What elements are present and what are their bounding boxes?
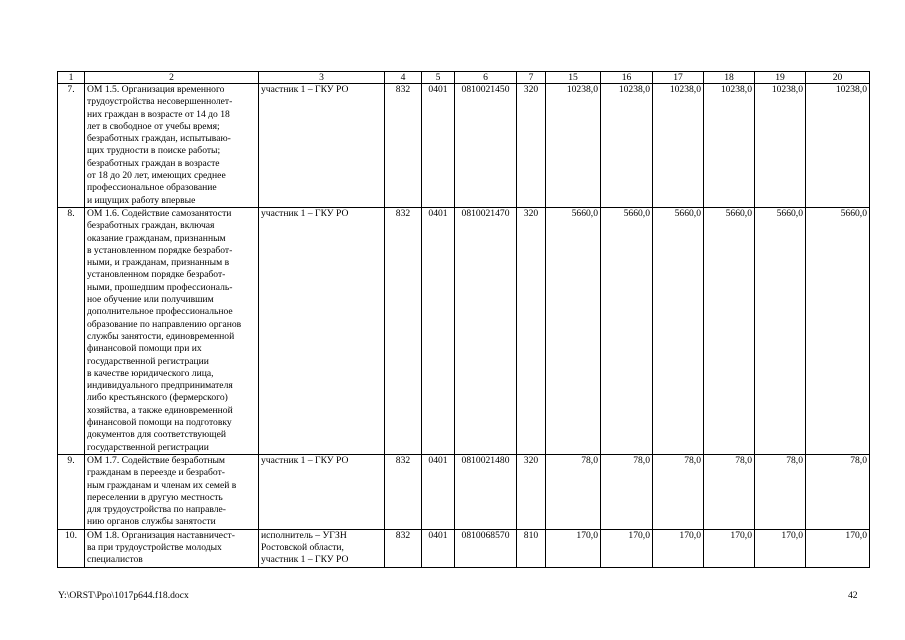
- vr-code: 320: [517, 207, 546, 454]
- rzpr-code: 0401: [422, 454, 455, 529]
- executor-line: участник 1 – ГКУ РО: [261, 207, 349, 219]
- amount-cell: 10238,0: [704, 84, 755, 208]
- event-name-line: ОМ 1.8. Организация наставничест-: [87, 529, 235, 541]
- column-number: 5: [422, 72, 455, 84]
- event-name-line: индивидуального предпринимателя: [87, 380, 233, 392]
- executor: [259, 529, 385, 567]
- event-name-line: нию органов службы занятости: [87, 516, 216, 528]
- event-name-line: для трудоустройства по направле-: [87, 504, 226, 516]
- amount-cell: 5660,0: [546, 207, 601, 454]
- csr-code: 0810021450: [455, 84, 517, 208]
- event-name-line: в установленном порядке безработ-: [87, 244, 233, 256]
- event-name-line: ОМ 1.7. Содействие безработным: [87, 454, 225, 466]
- column-number: 1: [58, 72, 85, 84]
- amount-cell: 78,0: [806, 454, 870, 529]
- executor-line: Ростовской области,: [261, 541, 344, 553]
- event-name-line: них граждан в возрасте от 14 до 18: [87, 108, 230, 120]
- event-name-line: ными, прошедшим профессиональ-: [87, 281, 233, 293]
- event-name-line: ным гражданам и членам их семей в: [87, 479, 237, 491]
- amount-cell: 78,0: [755, 454, 806, 529]
- event-name-line: ва при трудоустройстве молодых: [87, 541, 222, 553]
- executor-line: исполнитель – УГЗН: [261, 529, 347, 541]
- column-number: 15: [546, 72, 601, 84]
- csr-code: 0810068570: [455, 529, 517, 567]
- amount-cell: 10238,0: [653, 84, 704, 208]
- event-name-line: ОМ 1.5. Организация временного: [87, 84, 225, 95]
- amount-cell: 5660,0: [601, 207, 653, 454]
- amount-cell: 170,0: [704, 529, 755, 567]
- executor-line: участник 1 – ГКУ РО: [261, 454, 349, 466]
- rzpr-code: 0401: [422, 207, 455, 454]
- row-number: 10.: [58, 529, 85, 567]
- event-name-line: трудоустройства несовершеннолет-: [87, 96, 233, 108]
- executor: [259, 207, 385, 454]
- event-name-line: лет в свободное от учебы время;: [87, 120, 220, 132]
- event-name-line: в качестве юридического лица,: [87, 367, 214, 379]
- event-name-line: службы занятости, единовременной: [87, 330, 235, 342]
- table-row: [58, 529, 870, 567]
- amount-cell: 78,0: [704, 454, 755, 529]
- event-name-line: профессиональное образование: [87, 182, 217, 194]
- event-name-line: ное обучение или получившим: [87, 294, 214, 306]
- event-name-line: безработных граждан, включая: [87, 220, 215, 232]
- budget-table: [57, 71, 870, 568]
- table-row: [58, 207, 870, 454]
- amount-cell: 170,0: [806, 529, 870, 567]
- amount-cell: 5660,0: [704, 207, 755, 454]
- amount-cell: 78,0: [601, 454, 653, 529]
- event-name: [85, 207, 259, 454]
- table-row: [58, 454, 870, 529]
- column-number-row: [58, 72, 870, 84]
- rzpr-code: 0401: [422, 84, 455, 208]
- event-name-line: ными, и гражданам, признанным в: [87, 257, 230, 269]
- amount-cell: 5660,0: [806, 207, 870, 454]
- event-name-line: переселении в другую местность: [87, 491, 223, 503]
- amount-cell: 170,0: [546, 529, 601, 567]
- vr-code: 810: [517, 529, 546, 567]
- event-name-line: оказание гражданам, признанным: [87, 232, 226, 244]
- row-number: 9.: [58, 454, 85, 529]
- event-name-line: от 18 до 20 лет, имеющих среднее: [87, 170, 226, 182]
- column-number: 19: [755, 72, 806, 84]
- event-name-line: дополнительное профессиональное: [87, 306, 233, 318]
- event-name: [85, 84, 259, 208]
- event-name-line: щих трудности в поиске работы;: [87, 145, 221, 157]
- executor-line: участник 1 – ГКУ РО: [261, 84, 349, 95]
- column-number: 18: [704, 72, 755, 84]
- event-name-line: финансовой помощи при их: [87, 343, 202, 355]
- csr-code: 0810021470: [455, 207, 517, 454]
- amount-cell: 170,0: [653, 529, 704, 567]
- event-name-line: безработных граждан, испытываю-: [87, 133, 231, 145]
- event-name-line: безработных граждан в возрасте: [87, 157, 220, 169]
- event-name-line: государственной регистрации: [87, 355, 209, 367]
- event-name-line: гражданам в переезде и безработ-: [87, 467, 225, 479]
- column-number: 16: [601, 72, 653, 84]
- event-name-line: хозяйства, а также единовременной: [87, 404, 233, 416]
- amount-cell: 10238,0: [755, 84, 806, 208]
- executor: [259, 84, 385, 208]
- event-name-line: ОМ 1.6. Содействие самозанятости: [87, 207, 232, 219]
- amount-cell: 170,0: [755, 529, 806, 567]
- event-name-line: финансовой помощи на подготовку: [87, 417, 232, 429]
- vr-code: 320: [517, 454, 546, 529]
- amount-cell: 5660,0: [653, 207, 704, 454]
- row-number: 7.: [58, 84, 85, 208]
- column-number: 7: [517, 72, 546, 84]
- grbs-code: 832: [385, 84, 422, 208]
- amount-cell: 10238,0: [806, 84, 870, 208]
- event-name-line: специалистов: [87, 554, 143, 566]
- column-number: 17: [653, 72, 704, 84]
- grbs-code: 832: [385, 207, 422, 454]
- page-number: 42: [848, 590, 858, 601]
- table-row: [58, 84, 870, 208]
- amount-cell: 78,0: [653, 454, 704, 529]
- csr-code: 0810021480: [455, 454, 517, 529]
- amount-cell: 170,0: [601, 529, 653, 567]
- file-path: Y:\ORST\Ppo\1017p644.f18.docx: [58, 590, 189, 601]
- event-name-line: образование по направлению органов: [87, 318, 242, 330]
- event-name-line: либо крестьянского (фермерского): [87, 392, 228, 404]
- amount-cell: 10238,0: [546, 84, 601, 208]
- column-number: 6: [455, 72, 517, 84]
- column-number: 20: [806, 72, 870, 84]
- amount-cell: 10238,0: [601, 84, 653, 208]
- event-name: [85, 454, 259, 529]
- column-number: 3: [259, 72, 385, 84]
- vr-code: 320: [517, 84, 546, 208]
- event-name-line: установленном порядке безработ-: [87, 269, 226, 281]
- row-number: 8.: [58, 207, 85, 454]
- event-name-line: государственной регистрации: [87, 441, 209, 453]
- grbs-code: 832: [385, 454, 422, 529]
- amount-cell: 78,0: [546, 454, 601, 529]
- event-name: [85, 529, 259, 567]
- column-number: 4: [385, 72, 422, 84]
- column-number: 2: [85, 72, 259, 84]
- grbs-code: 832: [385, 529, 422, 567]
- event-name-line: документов для соответствующей: [87, 429, 226, 441]
- rzpr-code: 0401: [422, 529, 455, 567]
- event-name-line: и ищущих работу впервые: [87, 194, 196, 206]
- executor: [259, 454, 385, 529]
- executor-line: участник 1 – ГКУ РО: [261, 554, 349, 566]
- amount-cell: 5660,0: [755, 207, 806, 454]
